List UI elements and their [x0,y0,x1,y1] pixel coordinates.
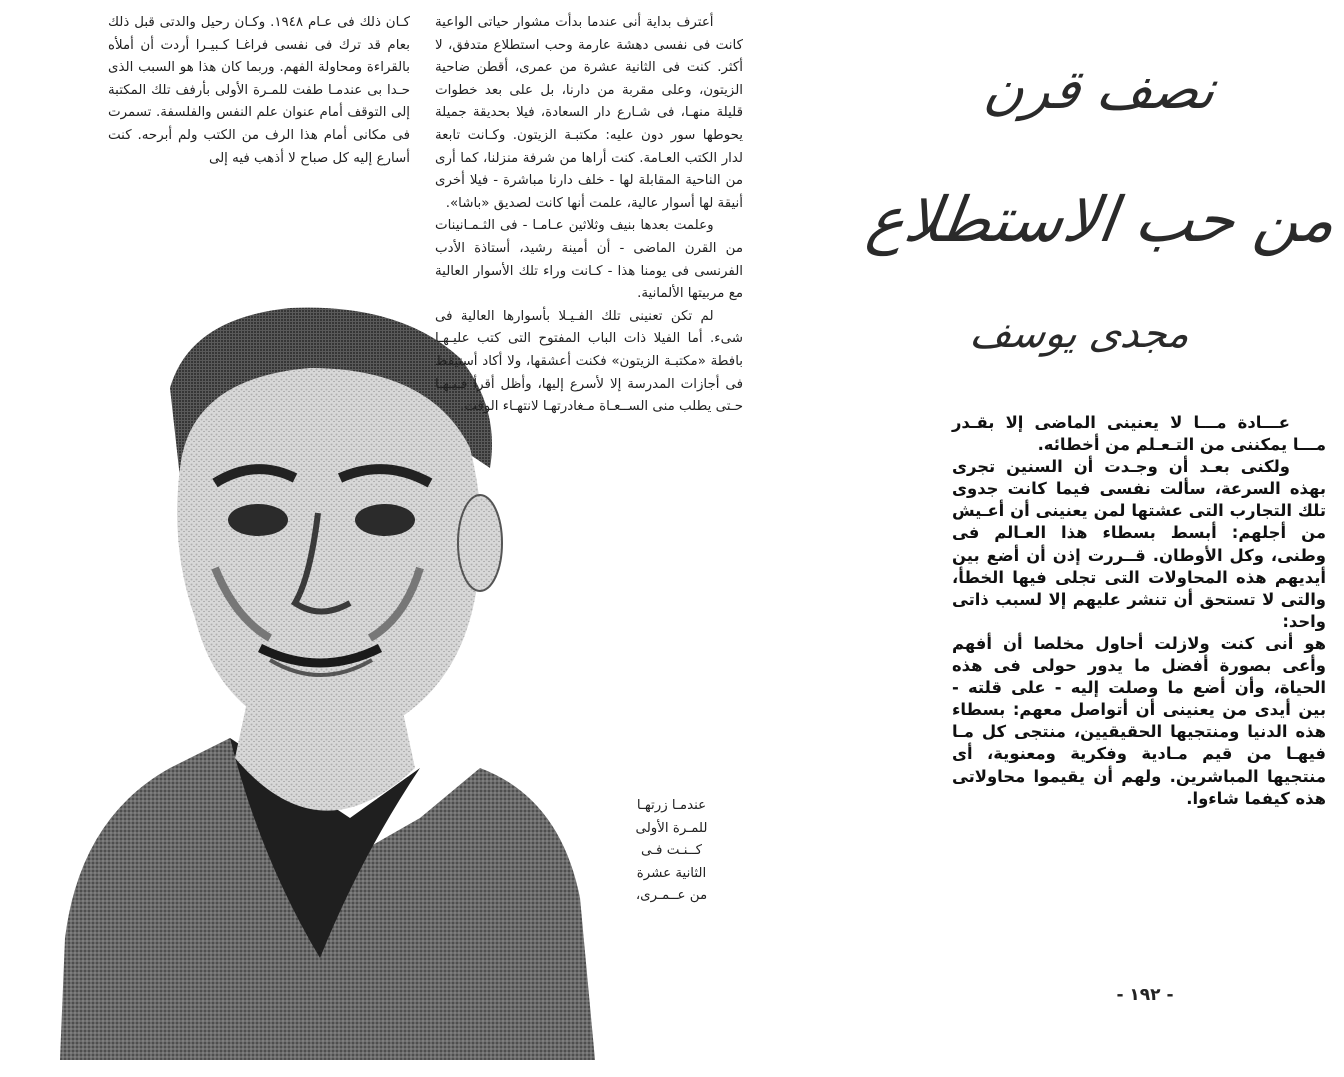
right-paragraph-1: عـــادة مـــا لا يعنينى الماضى إلا بقـدر مـــا يمكننى من التـعـلم من أخطائه. [952,413,1326,455]
author-name: مجدى يوسف [967,311,1193,357]
column-right [952,412,1326,810]
column-top-left [108,12,410,170]
column-middle [435,12,743,419]
right-paragraph-2: ولكنى بعـد أن وجـدت أن السنين تجرى بهذه السرعة، سألت نفسى فيما كانت جدوى تلك التجارب التى عشتها لمن يعنينى أن أعـيش من أجلهم: أبسط بسطاء هذا العـالم فى وطنى، وكل الأوطان. قــررت إذن أن أضع بين أيديهم هذه المحاولات التى تجلى فيها الخطأ، والتى لا تستحق أن تنشر عليهم إلا لسبب ذاتى واحد: [952,457,1326,631]
tail-line: عندمـا زرتهـا [636,798,707,813]
page-number: - ١٩٢ - [1116,985,1174,1005]
tail-line: كــنـت فـى [640,843,703,859]
right-paragraph-3: هو أنى كنت ولازلت أحاول مخلصا أن أفهم وأعى بصورة أفضل ما يدور حولى فى هذه الحياة، وأن أضع ما وصلت إليه - على قلته - بين أيدى من يعنينى أن أتواصل معهم: بسطاء هذه الدنيا ومنتجيها الحقيقيين، منتجى كل مـا فيهـا من قيم مـادية وفكرية ومعنوية، أى منتجيها المباشرين. ولهم أن يقيموا محاولاتى هذه كيفما شاءوا. [952,633,1326,808]
middle-paragraph-2: وعلمت بعدها بنيف وثلاثين عـامـا - فى الثـمـانينات من القرن الماضى - أن أمينة رشيد، أستاذة الأدب الفرنسى فى يومنا هذا - كـانت وراء تلك الأسوار العالية مع مربيتها الألمانية. [435,218,743,302]
middle-paragraph-3: لم تكن تعنينى تلك الفـيـلا بأسوارها العالية فى شىء. أما الفيلا ذات الباب المفتوح التى كتب عليـهـا بافطة «مكتبـة الزيتون» فكنت أعشقها، ولا أكاد أستيقظ فى أجازات المدرسة إلا لأسرع إليها، وأظل أقرأ فـيـهـا حـتى يطلب منى الســعـاة مـغادرتهـا لانتهـاء الوقت. [435,308,743,415]
tail-line: للمـرة الأولى [635,820,708,836]
column-middle-tail [600,795,743,908]
middle-paragraph-1: أعترف بداية أنى عندما بدأت مشوار حياتى الواعية كانت فى نفسى دهشة عارمة وحب استطلاع متدفق، لا أكثر. كنت فى الثانية عشرة من عمرى، أقطن ضاحية الزيتون، وعلى مقربة من دارنا، بل على بعد خطوات قليلة منهـا، فى شـارع دار السعادة، فيلا بحديقة جميلة يحوطها سور دون عليه: مكتبـة الزيتون. وكـانت تابعة لدار الكتب العـامة. كنت أراها من شرفة منزلنا، كما أرى من الناحية المقابلة لها - خلف دارنا مباشرة - فيلا أخرى أنيقة لها أسوار عالية، علمت أنها كانت لصديق «باشا». [435,15,743,211]
title-line-1: نصف قرن [980,58,1220,121]
tail-line: من عــمـرى، [635,888,708,904]
title-line-2: من حب الاستطلاع [862,183,1341,256]
column-top-left-text: كـان ذلك فى عـام ١٩٤٨. وكـان رحيل والدتى قبل ذلك بعام قد ترك فى نفسى فراغـا كـبيـرا أردت أن أملأه بالقراءة ومحاولة الفهم. وربما كان هذا هو السبب الذى حـدا بى عندمـا طفت للمـرة الأولى بأرفف تلك المكتبة إلى التوقف أمام عنوان علم النفس والفلسفة. تسمرت فى مكانى أمام هذا الرف من الكتب ولم أبرحه. كنت أسارع إليه كل صباح لا أذهب فيه إلى [108,15,410,166]
tail-line: الثانية عشرة [636,865,707,881]
